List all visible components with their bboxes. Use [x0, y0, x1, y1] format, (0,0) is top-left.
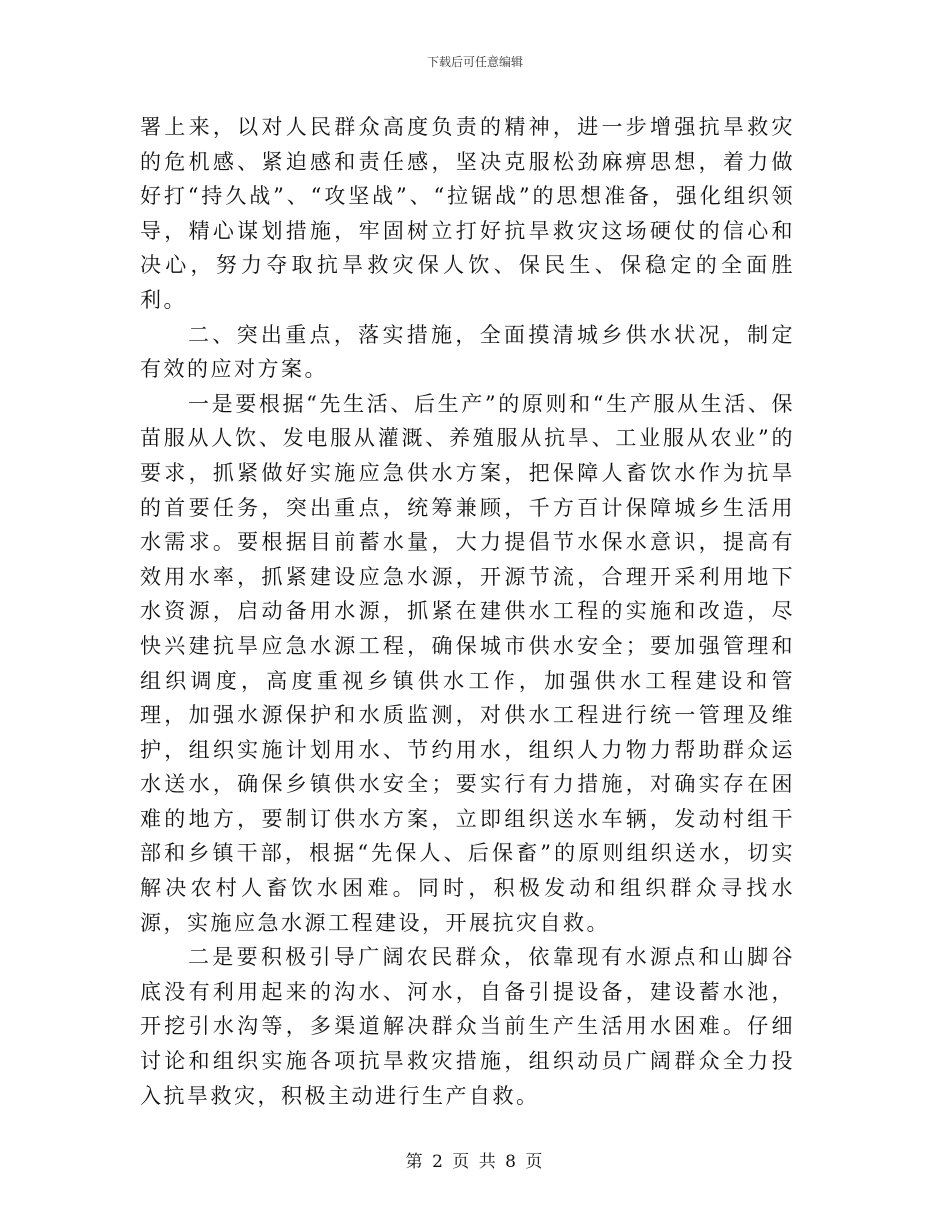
page-header: 下载后可任意编辑	[426, 55, 523, 69]
paragraph-point-two: 二是要积极引导广阔农民群众，依靠现有水源点和山脚谷底没有利用起来的沟水、河水，自备引提设备，建设蓄水池，开挖引水沟等，多渠道解决群众当前生产生活用水困难。仔细讨论和组织实施各项抗旱救灾措施，组织动员广阔群众全力投入抗旱救灾，积极主动进行生产自救。	[140, 945, 795, 1108]
document-body	[140, 110, 795, 1113]
page-number: 第 2 页 共 8 页	[405, 1152, 545, 1172]
paragraph-point-one: 一是要根据“先生活、后生产”的原则和“生产服从生活、保苗服从人饮、发电服从灌溉、养殖服从抗旱、工业服从农业”的要求，抓紧做好实施应急供水方案，把保障人畜饮水作为抗旱的首要任务，突出重点，统筹兼顾，千方百计保障城乡生活用水需求。要根据目前蓄水量，大力提倡节水保水意识，提高有效用水率，抓紧建设应急水源，开源节流，合理开采利用地下水资源，启动备用水源，抓紧在建供水工程的实施和改造，尽快兴建抗旱应急水源工程，确保城市供水安全；要加强管理和组织调度，高度重视乡镇供水工作，加强供水工程建设和管理，加强水源保护和水质监测，对供水工程进行统一管理及维护，组织实施计划用水、节约用水，组织人力物力帮助群众运水送水，确保乡镇供水安全；要实行有力措施，对确实存在困难的地方，要制订供水方案，立即组织送水车辆，发动村组干部和乡镇干部，根据“先保人、后保畜”的原则组织送水，切实解决农村人畜饮水困难。同时，积极发动和组织群众寻找水源，实施应急水源工程建设，开展抗灾自救。	[140, 391, 795, 935]
paragraph-continuation: 署上来，以对人民群众高度负责的精神，进一步增强抗旱救灾的危机感、紧迫感和责任感，坚决克服松劲麻痹思想，着力做好打“持久战”、“攻坚战”、“拉锯战”的思想准备，强化组织领导，精心谋划措施，牢固树立打好抗旱救灾这场硬仗的信心和决心，努力夺取抗旱救灾保人饮、保民生、保稳定的全面胜利。	[140, 115, 795, 312]
section-heading-two: 二、突出重点，落实措施，全面摸清城乡供水状况，制定有效的应对方案。	[140, 322, 795, 382]
